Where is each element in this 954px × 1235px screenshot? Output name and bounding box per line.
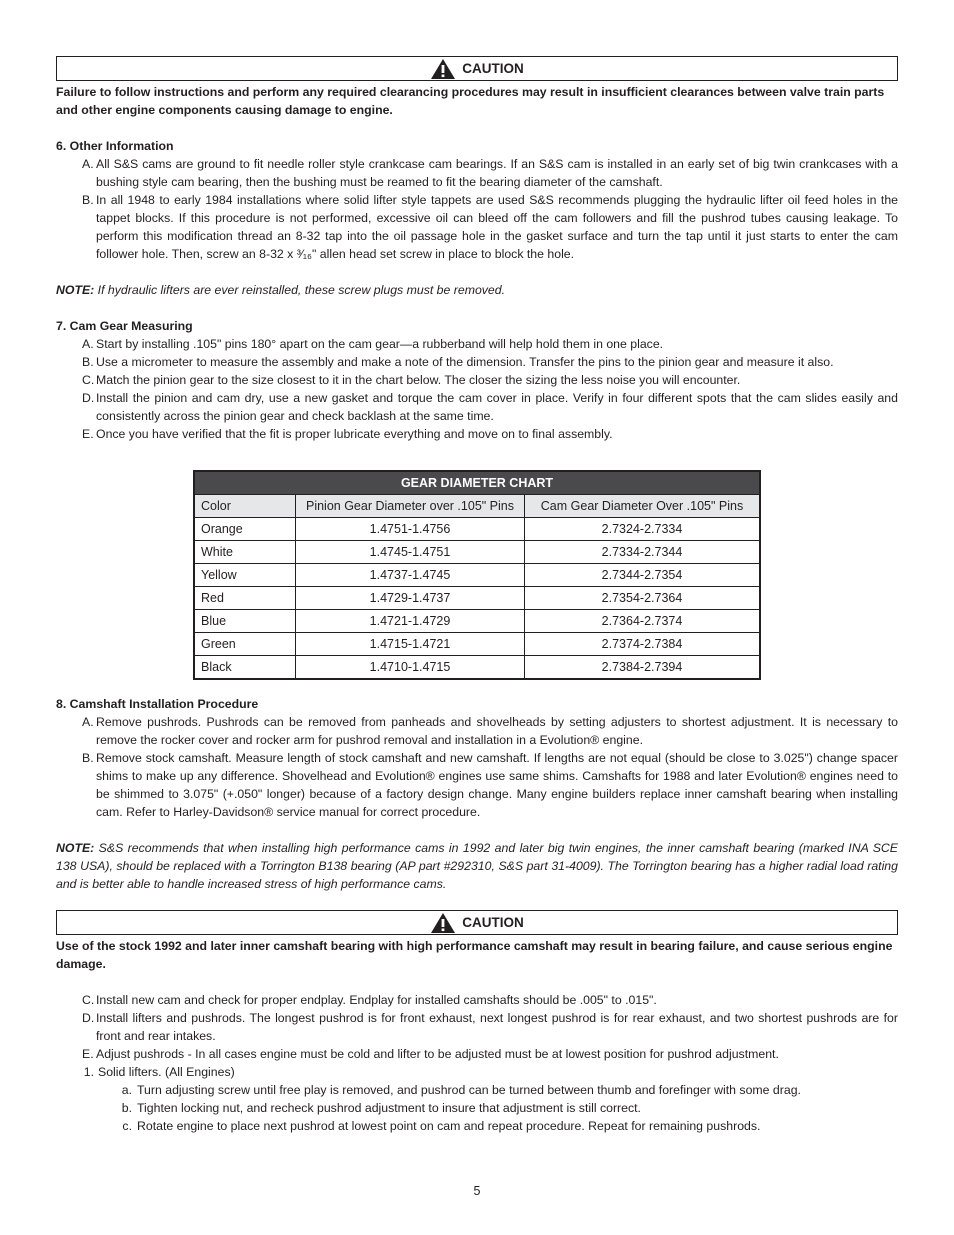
sub-list-item bbox=[56, 1063, 898, 1081]
item-text: Match the pinion gear to the size closest to it in the chart below. The closer the sizing the less noise you will encounter. bbox=[96, 373, 741, 387]
caution-label: CAUTION bbox=[462, 914, 524, 930]
table-row bbox=[194, 541, 760, 564]
table-row bbox=[194, 610, 760, 633]
page-content bbox=[56, 56, 898, 1135]
section-heading: 7. Cam Gear Measuring bbox=[56, 319, 193, 333]
list-item bbox=[56, 335, 898, 353]
table-row bbox=[194, 564, 760, 587]
warning-icon bbox=[430, 912, 456, 934]
item-text: In all 1948 to early 1984 installations where solid lifter style tappets are used S&S recommends plugging the hydraulic lifter oil feed holes in the tappet blocks. If this procedure is not performed, excessive oil can bleed off the cam followers and fill the pushrod tubes causing leakage. To perform this modification thread an 8-32 tap into the oil passage hole in the gasket surface and turn the tap until it just starts to enter the cam follower hole. Then, screw an 8-32 x ³⁄₁₆" allen head set screw in place to block the hole. bbox=[96, 193, 898, 261]
table-cell: 2.7374-2.7384 bbox=[525, 633, 761, 656]
item-label: C. bbox=[82, 373, 95, 387]
item-text: Install the pinion and cam dry, use a new gasket and torque the cam cover in place. Verify in four different spots that the cam slides easily and consistently across the pinion gear and check backlash at the same time. bbox=[96, 391, 898, 423]
item-label: 1. bbox=[83, 1065, 94, 1079]
warning-icon bbox=[430, 58, 456, 80]
list-item bbox=[56, 191, 898, 263]
note bbox=[56, 281, 898, 299]
item-label: b. bbox=[121, 1101, 132, 1115]
item-text: Install new cam and check for proper endplay. Endplay for installed camshafts should be .005" to .015". bbox=[96, 993, 657, 1007]
item-text: Use a micrometer to measure the assembly and make a note of the dimension. Transfer the pins to the pinion gear and measure it also. bbox=[96, 355, 834, 369]
item-text: Install lifters and pushrods. The longest pushrod is for front exhaust, next longest pushrod is for rear exhaust, and two shortest pushrods are for front and rear intakes. bbox=[96, 1011, 898, 1043]
caution-text: Failure to follow instructions and perform any required clearancing procedures may result in insufficient clearances between valve train parts and other engine components causing damage to engine. bbox=[56, 85, 885, 117]
sub-sub-list-item bbox=[56, 1099, 898, 1117]
list-item bbox=[56, 991, 898, 1009]
item-text: Solid lifters. (All Engines) bbox=[98, 1065, 235, 1079]
item-label: E. bbox=[82, 427, 94, 441]
item-label: C. bbox=[82, 993, 95, 1007]
list-item bbox=[56, 155, 898, 191]
table-row bbox=[194, 587, 760, 610]
item-text: Rotate engine to place next pushrod at lowest point on cam and repeat procedure. Repeat for remaining pushrods. bbox=[137, 1119, 761, 1133]
note-label: NOTE: bbox=[56, 283, 95, 297]
table-cell: Red bbox=[194, 587, 296, 610]
item-label: D. bbox=[82, 391, 95, 405]
item-text: Once you have verified that the fit is proper lubricate everything and move on to final assembly. bbox=[96, 427, 613, 441]
item-text: Tighten locking nut, and recheck pushrod adjustment to insure that adjustment is still correct. bbox=[137, 1101, 641, 1115]
item-label: D. bbox=[82, 1011, 95, 1025]
note-text: If hydraulic lifters are ever reinstalled, these screw plugs must be removed. bbox=[94, 283, 506, 297]
item-text: Remove pushrods. Pushrods can be removed from panheads and shovelheads by setting adjusters to shortest adjustment. It is necessary to remove the rocker cover and rocker arm for pushrod removal and installation in a Evolution® engine. bbox=[96, 715, 898, 747]
item-label: A. bbox=[82, 157, 94, 171]
table-cell: Green bbox=[194, 633, 296, 656]
list-item bbox=[56, 425, 898, 443]
item-text: Turn adjusting screw until free play is removed, and pushrod can be turned between thumb and forefinger with some drag. bbox=[137, 1083, 801, 1097]
table-cell: White bbox=[194, 541, 296, 564]
table-cell: Orange bbox=[194, 518, 296, 541]
table-cell: 1.4751-1.4756 bbox=[296, 518, 525, 541]
table-cell: 2.7324-2.7334 bbox=[525, 518, 761, 541]
item-label: B. bbox=[82, 193, 94, 207]
item-label: a. bbox=[121, 1083, 132, 1097]
table-header-row bbox=[194, 495, 760, 518]
caution-banner bbox=[56, 56, 898, 81]
table-title: GEAR DIAMETER CHART bbox=[194, 471, 760, 495]
table-cell: Blue bbox=[194, 610, 296, 633]
item-text: All S&S cams are ground to fit needle roller style crankcase cam bearings. If an S&S cam is installed in an early set of big twin crankcases with a bushing style cam bearing, then the bushing must be reamed to fit the bearing diameter of the camshaft. bbox=[96, 157, 898, 189]
sub-sub-list-item bbox=[56, 1117, 898, 1135]
list-item bbox=[56, 353, 898, 371]
item-text: Remove stock camshaft. Measure length of stock camshaft and new camshaft. If lengths are not equal (should be close to 3.025") change spacer shims to make up any difference. Shovelhead and Evolution® engines use same shims. Camshafts for 1988 and later Evolution® engines need to be shimmed to 3.075" (+.050" longer) because of a factory design change. Many engine builders replace inner camshaft bearing when installing cam. Refer to Harley-Davidson® service manual for correct procedure. bbox=[96, 751, 898, 819]
table-cell: 1.4745-1.4751 bbox=[296, 541, 525, 564]
table-cell: 1.4737-1.4745 bbox=[296, 564, 525, 587]
table-row bbox=[194, 518, 760, 541]
list-item bbox=[56, 371, 898, 389]
table-cell: 2.7364-2.7374 bbox=[525, 610, 761, 633]
item-label: A. bbox=[82, 715, 94, 729]
section-heading: 8. Camshaft Installation Procedure bbox=[56, 697, 259, 711]
table-row bbox=[194, 633, 760, 656]
table-cell: 2.7384-2.7394 bbox=[525, 656, 761, 680]
list-item bbox=[56, 1009, 898, 1045]
item-label: E. bbox=[82, 1047, 94, 1061]
list-item bbox=[56, 749, 898, 821]
note-label: NOTE: bbox=[56, 841, 95, 855]
list-item bbox=[56, 713, 898, 749]
item-label: B. bbox=[82, 355, 94, 369]
sub-sub-list-item bbox=[56, 1081, 898, 1099]
table-cell: 1.4721-1.4729 bbox=[296, 610, 525, 633]
caution-label: CAUTION bbox=[462, 60, 524, 76]
item-text: Adjust pushrods - In all cases engine must be cold and lifter to be adjusted must be at lowest position for pushrod adjustment. bbox=[96, 1047, 779, 1061]
page-number: 5 bbox=[473, 1184, 481, 1198]
list-item bbox=[56, 389, 898, 425]
column-header: Pinion Gear Diameter over .105" Pins bbox=[296, 495, 525, 518]
table-cell: 2.7354-2.7364 bbox=[525, 587, 761, 610]
column-header: Cam Gear Diameter Over .105" Pins bbox=[525, 495, 761, 518]
gear-diameter-table bbox=[193, 470, 761, 680]
item-text: Start by installing .105" pins 180° apart on the cam gear—a rubberband will help hold them in one place. bbox=[96, 337, 664, 351]
section-heading: 6. Other Information bbox=[56, 139, 174, 153]
caution-banner bbox=[56, 910, 898, 935]
table-cell: 1.4729-1.4737 bbox=[296, 587, 525, 610]
caution-text: Use of the stock 1992 and later inner camshaft bearing with high performance camshaft may result in bearing failure, and cause serious engine damage. bbox=[56, 939, 893, 971]
note bbox=[56, 839, 898, 893]
table-row bbox=[194, 656, 760, 680]
table-cell: 2.7344-2.7354 bbox=[525, 564, 761, 587]
item-label: c. bbox=[122, 1119, 132, 1133]
table-cell: 1.4715-1.4721 bbox=[296, 633, 525, 656]
item-label: A. bbox=[82, 337, 94, 351]
note-text: S&S recommends that when installing high performance cams in 1992 and later big twin engines, the inner camshaft bearing (marked INA SCE 138 USA), should be replaced with a Torrington B138 bearing (AP part #292310, S&S part 31-4009). The Torrington bearing has a higher radial load rating and is better able to handle increased stress of high performance cams. bbox=[56, 841, 898, 891]
table-cell: Black bbox=[194, 656, 296, 680]
column-header: Color bbox=[194, 495, 296, 518]
list-item bbox=[56, 1045, 898, 1063]
table-cell: Yellow bbox=[194, 564, 296, 587]
table-cell: 1.4710-1.4715 bbox=[296, 656, 525, 680]
table-cell: 2.7334-2.7344 bbox=[525, 541, 761, 564]
item-label: B. bbox=[82, 751, 94, 765]
